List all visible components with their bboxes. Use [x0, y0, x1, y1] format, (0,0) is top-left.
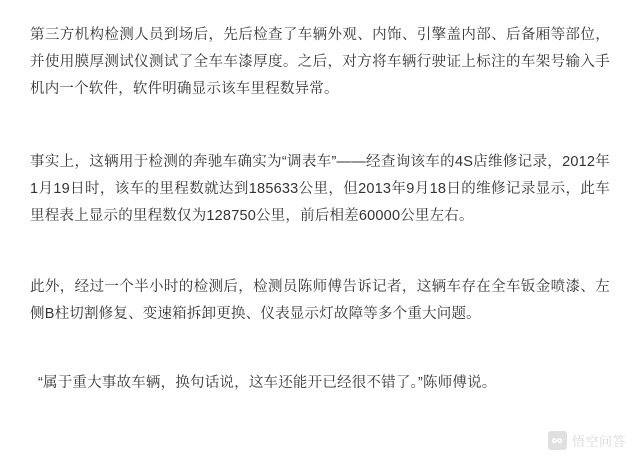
wukong-logo-icon: [548, 431, 567, 450]
watermark-label: 悟空问答: [571, 434, 626, 449]
paragraph-2: 事实上，这辆用于检测的奔驰车确实为“调表车”——经查询该车的4S店维修记录，2012年1月19日时，该车的里程数就达到185633公里，但2013年9月18日的维修记录显示，此车里程表上显示的里程数仅为128750公里，前后相差60000公里左右。: [30, 154, 610, 224]
paragraph-1: 第三方机构检测人员到场后，先后检查了车辆外观、内饰、引擎盖内部、后备厢等部位，并使用膜厚测试仪测试了全车车漆厚度。之后，对方将车辆行驶证上标注的车架号输入手机内一个软件，软件明确显示该车里程数异常。: [30, 27, 610, 97]
paragraph-4: “属于重大事故车辆，换句话说，这车还能开已经很不错了。”陈师傅说。: [38, 375, 497, 391]
watermark: [548, 431, 626, 450]
paragraph-3: 此外，经过一个半小时的检测后，检测员陈师傅告诉记者，这辆车存在全车钣金喷漆、左侧B柱切割修复、变速箱拆卸更换、仪表显示灯故障等多个重大问题。: [30, 279, 610, 322]
